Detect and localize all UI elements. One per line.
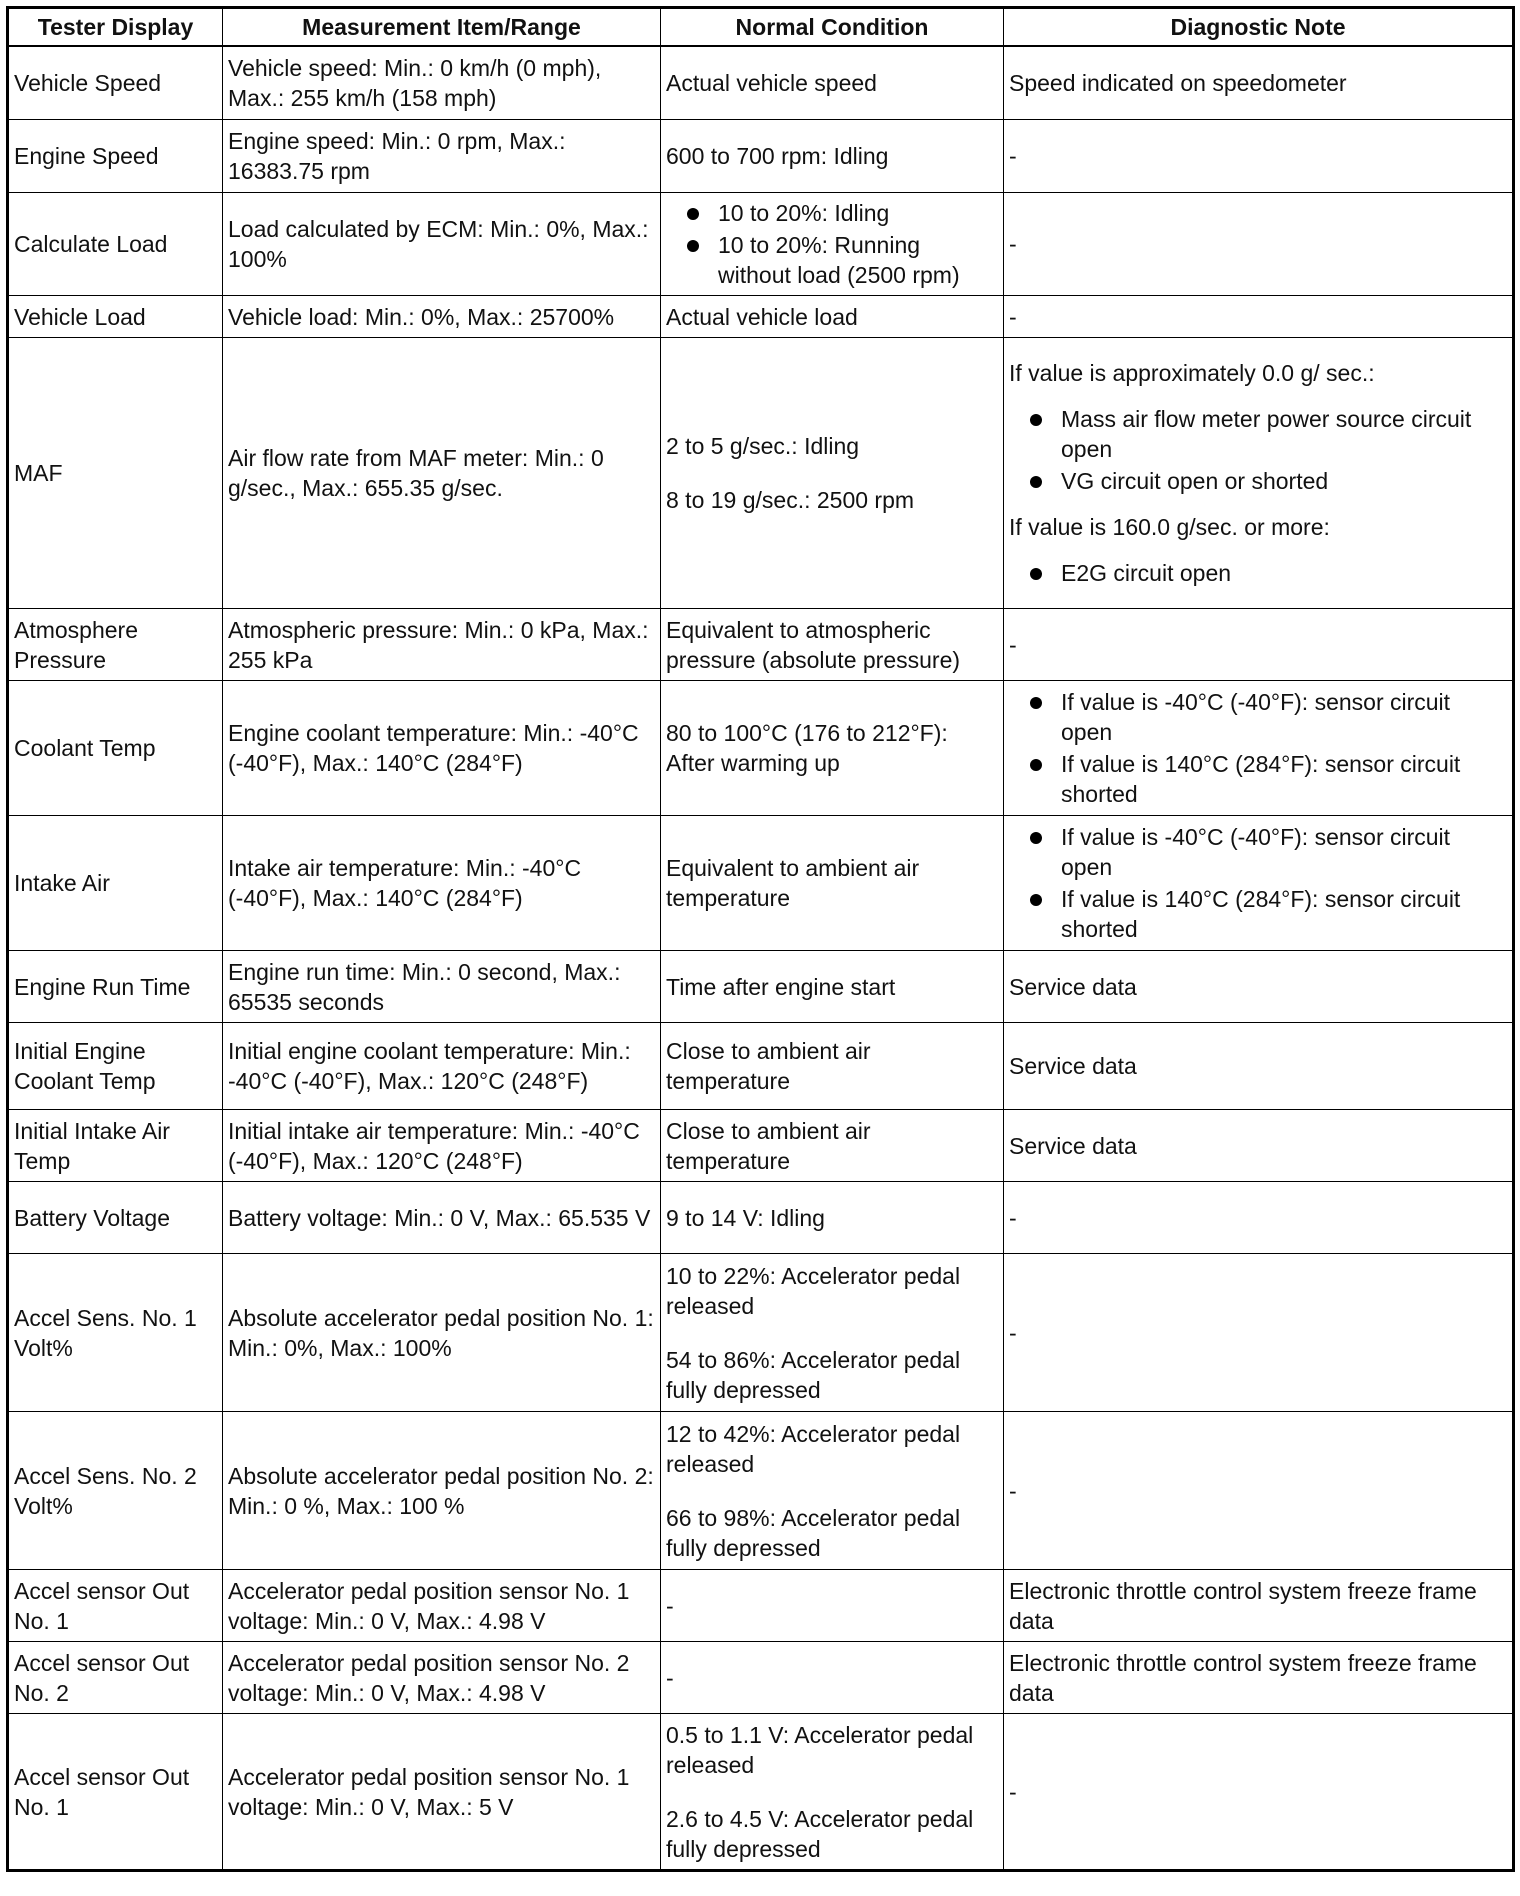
- condition-idle: 2 to 5 g/sec.: Idling: [666, 433, 860, 459]
- condition-released: 0.5 to 1.1 V: Accelerator pedal released: [666, 1721, 974, 1778]
- condition-depressed: 66 to 98%: Accelerator pedal fully depressed: [666, 1504, 961, 1561]
- cell-measurement-range: Engine run time: Min.: 0 second, Max.: 65535 seconds: [223, 951, 661, 1023]
- cell-tester-display: Vehicle Speed: [8, 46, 223, 120]
- table-row: [8, 681, 1514, 816]
- cell-diagnostic-note: -: [1004, 120, 1514, 193]
- cell-tester-display: Accel sensor Out No. 1: [8, 1714, 223, 1871]
- bullet-item: 10 to 20%: Running without load (2500 rpm): [684, 230, 998, 290]
- tester-data-table: [6, 6, 1515, 1872]
- cell-diagnostic-note: Service data: [1004, 1023, 1514, 1110]
- cell-tester-display: Coolant Temp: [8, 681, 223, 816]
- cell-measurement-range: Vehicle speed: Min.: 0 km/h (0 mph), Max.: 255 km/h (158 mph): [223, 46, 661, 120]
- cell-diagnostic-note: -: [1004, 193, 1514, 296]
- bullet-item: If value is -40°C (-40°F): sensor circuit open: [1027, 822, 1507, 882]
- header-measurement-range: Measurement Item/Range: [223, 8, 661, 47]
- cell-measurement-range: Air flow rate from MAF meter: Min.: 0 g/sec., Max.: 655.35 g/sec.: [223, 338, 661, 609]
- cell-normal-condition: Close to ambient air temperature: [661, 1023, 1004, 1110]
- bullet-item: Mass air flow meter power source circuit open: [1027, 404, 1507, 464]
- cell-measurement-range: Absolute accelerator pedal position No. 2: Min.: 0 %, Max.: 100 %: [223, 1412, 661, 1570]
- bullet-list: [1009, 822, 1507, 944]
- cell-normal-condition: [661, 338, 1004, 609]
- cell-tester-display: Vehicle Load: [8, 296, 223, 338]
- cell-diagnostic-note: [1004, 338, 1514, 609]
- table-row: [8, 1110, 1514, 1182]
- cell-measurement-range: Atmospheric pressure: Min.: 0 kPa, Max.: 255 kPa: [223, 609, 661, 681]
- cell-normal-condition: Time after engine start: [661, 951, 1004, 1023]
- table-row: [8, 296, 1514, 338]
- cell-measurement-range: Intake air temperature: Min.: -40°C (-40°F), Max.: 140°C (284°F): [223, 816, 661, 951]
- cell-diagnostic-note: -: [1004, 1714, 1514, 1871]
- cell-measurement-range: Initial engine coolant temperature: Min.: -40°C (-40°F), Max.: 120°C (248°F): [223, 1023, 661, 1110]
- cell-measurement-range: Initial intake air temperature: Min.: -40°C (-40°F), Max.: 120°C (248°F): [223, 1110, 661, 1182]
- table-row: [8, 1412, 1514, 1570]
- table-row: [8, 120, 1514, 193]
- cell-normal-condition: Actual vehicle speed: [661, 46, 1004, 120]
- condition-released: 10 to 22%: Accelerator pedal released: [666, 1262, 961, 1319]
- cell-normal-condition: Actual vehicle load: [661, 296, 1004, 338]
- bullet-list: [1009, 687, 1507, 809]
- cell-tester-display: Atmosphere Pressure: [8, 609, 223, 681]
- table-row: [8, 1182, 1514, 1254]
- cell-tester-display: Accel sensor Out No. 2: [8, 1642, 223, 1714]
- cell-diagnostic-note: Service data: [1004, 951, 1514, 1023]
- cell-tester-display: MAF: [8, 338, 223, 609]
- cell-normal-condition: 600 to 700 rpm: Idling: [661, 120, 1004, 193]
- table-row: [8, 193, 1514, 296]
- cell-tester-display: Intake Air: [8, 816, 223, 951]
- cell-measurement-range: Accelerator pedal position sensor No. 1 voltage: Min.: 0 V, Max.: 5 V: [223, 1714, 661, 1871]
- cell-tester-display: Engine Speed: [8, 120, 223, 193]
- header-tester-display: Tester Display: [8, 8, 223, 47]
- cell-diagnostic-note: Electronic throttle control system freeze frame data: [1004, 1642, 1514, 1714]
- table-row: [8, 1023, 1514, 1110]
- bullet-item: 10 to 20%: Idling: [684, 198, 998, 228]
- cell-measurement-range: Engine coolant temperature: Min.: -40°C (-40°F), Max.: 140°C (284°F): [223, 681, 661, 816]
- cell-normal-condition: [661, 1412, 1004, 1570]
- bullet-list: [1009, 558, 1507, 588]
- cell-diagnostic-note: Electronic throttle control system freeze frame data: [1004, 1570, 1514, 1642]
- cell-tester-display: Accel Sens. No. 1 Volt%: [8, 1254, 223, 1412]
- note-intro: If value is 160.0 g/sec. or more:: [1009, 514, 1330, 540]
- cell-diagnostic-note: Speed indicated on speedometer: [1004, 46, 1514, 120]
- cell-diagnostic-note: Service data: [1004, 1110, 1514, 1182]
- cell-tester-display: Accel Sens. No. 2 Volt%: [8, 1412, 223, 1570]
- bullet-item: If value is -40°C (-40°F): sensor circuit open: [1027, 687, 1507, 747]
- cell-tester-display: Engine Run Time: [8, 951, 223, 1023]
- cell-measurement-range: Vehicle load: Min.: 0%, Max.: 25700%: [223, 296, 661, 338]
- cell-normal-condition: 9 to 14 V: Idling: [661, 1182, 1004, 1254]
- condition-released: 12 to 42%: Accelerator pedal released: [666, 1420, 961, 1477]
- header-normal-condition: Normal Condition: [661, 8, 1004, 47]
- cell-normal-condition: Close to ambient air temperature: [661, 1110, 1004, 1182]
- data-list-sheet: [6, 6, 1515, 1872]
- cell-tester-display: Calculate Load: [8, 193, 223, 296]
- table-row: [8, 1642, 1514, 1714]
- cell-diagnostic-note: -: [1004, 1412, 1514, 1570]
- cell-normal-condition: Equivalent to ambient air temperature: [661, 816, 1004, 951]
- cell-normal-condition: -: [661, 1642, 1004, 1714]
- table-row: [8, 338, 1514, 609]
- cell-normal-condition: -: [661, 1570, 1004, 1642]
- cell-diagnostic-note: -: [1004, 296, 1514, 338]
- cell-normal-condition: [661, 1254, 1004, 1412]
- cell-measurement-range: Engine speed: Min.: 0 rpm, Max.: 16383.75 rpm: [223, 120, 661, 193]
- bullet-item: E2G circuit open: [1027, 558, 1507, 588]
- bullet-item: If value is 140°C (284°F): sensor circuit shorted: [1027, 884, 1507, 944]
- cell-diagnostic-note: [1004, 816, 1514, 951]
- cell-diagnostic-note: -: [1004, 1182, 1514, 1254]
- table-row: [8, 1714, 1514, 1871]
- cell-tester-display: Initial Engine Coolant Temp: [8, 1023, 223, 1110]
- table-row: [8, 1570, 1514, 1642]
- cell-tester-display: Initial Intake Air Temp: [8, 1110, 223, 1182]
- table-row: [8, 609, 1514, 681]
- table-row: [8, 46, 1514, 120]
- cell-normal-condition: 80 to 100°C (176 to 212°F): After warming up: [661, 681, 1004, 816]
- cell-measurement-range: Load calculated by ECM: Min.: 0%, Max.: 100%: [223, 193, 661, 296]
- cell-measurement-range: Absolute accelerator pedal position No. 1: Min.: 0%, Max.: 100%: [223, 1254, 661, 1412]
- bullet-item: VG circuit open or shorted: [1027, 466, 1507, 496]
- table-row: [8, 951, 1514, 1023]
- note-intro: If value is approximately 0.0 g/ sec.:: [1009, 360, 1375, 386]
- cell-measurement-range: Accelerator pedal position sensor No. 1 voltage: Min.: 0 V, Max.: 4.98 V: [223, 1570, 661, 1642]
- bullet-list: [1009, 404, 1507, 496]
- cell-measurement-range: Accelerator pedal position sensor No. 2 voltage: Min.: 0 V, Max.: 4.98 V: [223, 1642, 661, 1714]
- cell-measurement-range: Battery voltage: Min.: 0 V, Max.: 65.535 V: [223, 1182, 661, 1254]
- condition-depressed: 2.6 to 4.5 V: Accelerator pedal fully depressed: [666, 1805, 974, 1862]
- condition-depressed: 54 to 86%: Accelerator pedal fully depressed: [666, 1346, 961, 1403]
- bullet-list: [666, 198, 998, 290]
- bullet-item: If value is 140°C (284°F): sensor circuit shorted: [1027, 749, 1507, 809]
- cell-normal-condition: Equivalent to atmospheric pressure (absolute pressure): [661, 609, 1004, 681]
- cell-tester-display: Battery Voltage: [8, 1182, 223, 1254]
- table-row: [8, 816, 1514, 951]
- header-diagnostic-note: Diagnostic Note: [1004, 8, 1514, 47]
- cell-diagnostic-note: -: [1004, 1254, 1514, 1412]
- cell-diagnostic-note: [1004, 681, 1514, 816]
- cell-tester-display: Accel sensor Out No. 1: [8, 1570, 223, 1642]
- cell-normal-condition: [661, 193, 1004, 296]
- cell-normal-condition: [661, 1714, 1004, 1871]
- condition-2500rpm: 8 to 19 g/sec.: 2500 rpm: [666, 487, 915, 513]
- cell-diagnostic-note: -: [1004, 609, 1514, 681]
- table-row: [8, 1254, 1514, 1412]
- table-header-row: [8, 8, 1514, 47]
